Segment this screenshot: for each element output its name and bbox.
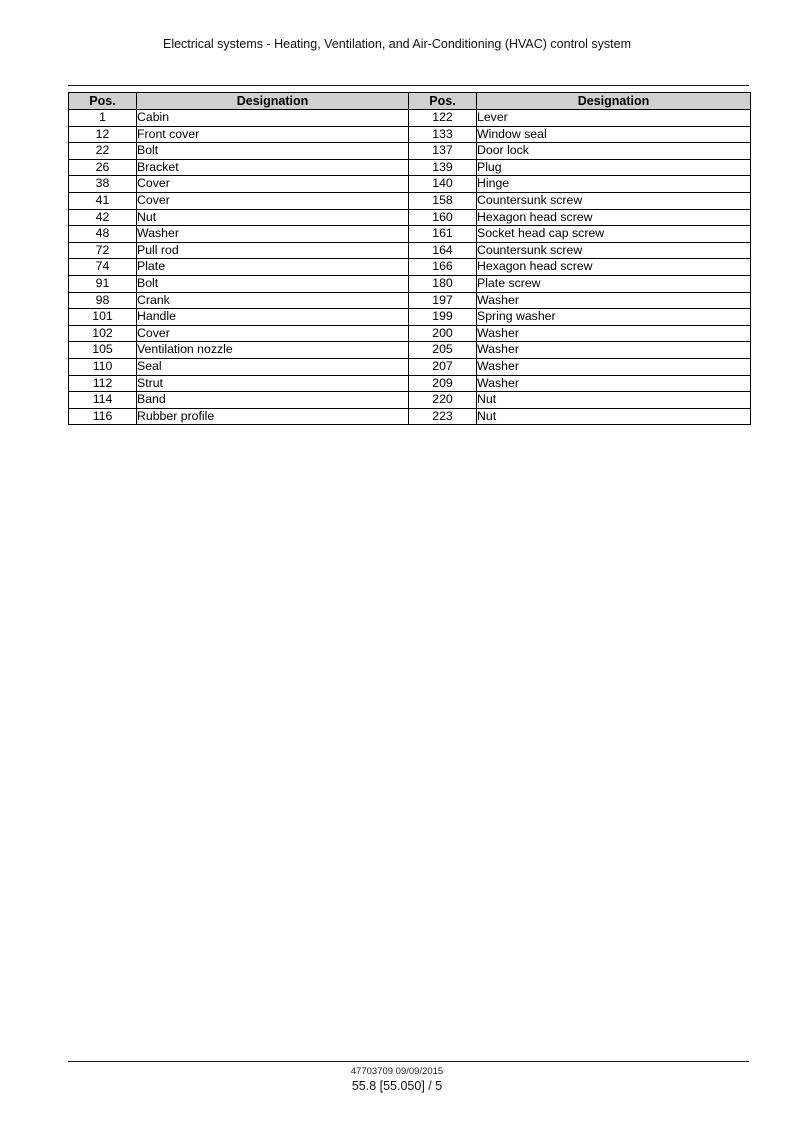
designation-cell: Handle bbox=[137, 309, 409, 326]
pos-cell: 166 bbox=[409, 259, 477, 276]
page-header-title: Electrical systems - Heating, Ventilation, and Air-Conditioning (HVAC) control system bbox=[162, 37, 631, 51]
parts-table-header bbox=[69, 93, 751, 110]
pos-cell: 207 bbox=[409, 358, 477, 375]
table-row bbox=[69, 292, 751, 309]
table-row bbox=[69, 192, 751, 209]
table-row bbox=[69, 226, 751, 243]
designation-cell: Window seal bbox=[477, 126, 751, 143]
pos-cell: 139 bbox=[409, 159, 477, 176]
table-row bbox=[69, 259, 751, 276]
designation-cell: Seal bbox=[137, 358, 409, 375]
pos-cell: 180 bbox=[409, 275, 477, 292]
designation-cell: Washer bbox=[477, 292, 751, 309]
table-row bbox=[69, 110, 751, 127]
table-row bbox=[69, 309, 751, 326]
pos-cell: 72 bbox=[69, 242, 137, 259]
designation-cell: Plate bbox=[137, 259, 409, 276]
designation-cell: Cover bbox=[137, 176, 409, 193]
pos-cell: 26 bbox=[69, 159, 137, 176]
designation-cell: Hinge bbox=[477, 176, 751, 193]
pos-cell: 197 bbox=[409, 292, 477, 309]
pos-cell: 112 bbox=[69, 375, 137, 392]
parts-table-body bbox=[69, 110, 751, 425]
column-header-designation: Designation bbox=[137, 93, 409, 110]
designation-cell: Cabin bbox=[137, 110, 409, 127]
designation-cell: Washer bbox=[477, 375, 751, 392]
table-row bbox=[69, 159, 751, 176]
header-divider bbox=[68, 85, 749, 86]
designation-cell: Hexagon head screw bbox=[477, 259, 751, 276]
pos-cell: 199 bbox=[409, 309, 477, 326]
designation-cell: Strut bbox=[137, 375, 409, 392]
designation-cell: Cover bbox=[137, 192, 409, 209]
designation-cell: Bolt bbox=[137, 275, 409, 292]
designation-cell: Countersunk screw bbox=[477, 192, 751, 209]
pos-cell: 205 bbox=[409, 342, 477, 359]
pos-cell: 98 bbox=[69, 292, 137, 309]
designation-cell: Nut bbox=[477, 392, 751, 409]
designation-cell: Countersunk screw bbox=[477, 242, 751, 259]
pos-cell: 102 bbox=[69, 325, 137, 342]
designation-cell: Washer bbox=[477, 358, 751, 375]
designation-cell: Socket head cap screw bbox=[477, 226, 751, 243]
pos-cell: 48 bbox=[69, 226, 137, 243]
column-header-pos: Pos. bbox=[69, 93, 137, 110]
pos-cell: 137 bbox=[409, 143, 477, 160]
designation-cell: Lever bbox=[477, 110, 751, 127]
table-row bbox=[69, 275, 751, 292]
table-row bbox=[69, 143, 751, 160]
designation-cell: Bracket bbox=[137, 159, 409, 176]
table-row bbox=[69, 408, 751, 425]
designation-cell: Nut bbox=[477, 408, 751, 425]
designation-cell: Spring washer bbox=[477, 309, 751, 326]
pos-cell: 161 bbox=[409, 226, 477, 243]
pos-cell: 160 bbox=[409, 209, 477, 226]
table-row bbox=[69, 126, 751, 143]
table-row bbox=[69, 375, 751, 392]
pos-cell: 22 bbox=[69, 143, 137, 160]
designation-cell: Bolt bbox=[137, 143, 409, 160]
table-row bbox=[69, 358, 751, 375]
pos-cell: 12 bbox=[69, 126, 137, 143]
designation-cell: Nut bbox=[137, 209, 409, 226]
pos-cell: 101 bbox=[69, 309, 137, 326]
designation-cell: Pull rod bbox=[137, 242, 409, 259]
parts-table bbox=[68, 92, 751, 425]
designation-cell: Washer bbox=[477, 325, 751, 342]
designation-cell: Washer bbox=[477, 342, 751, 359]
pos-cell: 110 bbox=[69, 358, 137, 375]
pos-cell: 140 bbox=[409, 176, 477, 193]
page-reference: 55.8 [55.050] / 5 bbox=[351, 1079, 443, 1093]
designation-cell: Rubber profile bbox=[137, 408, 409, 425]
header-row bbox=[69, 93, 751, 110]
designation-cell: Plug bbox=[477, 159, 751, 176]
footer-divider bbox=[68, 1061, 749, 1062]
designation-cell: Cover bbox=[137, 325, 409, 342]
pos-cell: 105 bbox=[69, 342, 137, 359]
pos-cell: 74 bbox=[69, 259, 137, 276]
pos-cell: 223 bbox=[409, 408, 477, 425]
designation-cell: Crank bbox=[137, 292, 409, 309]
designation-cell: Band bbox=[137, 392, 409, 409]
pos-cell: 133 bbox=[409, 126, 477, 143]
column-header-designation: Designation bbox=[477, 93, 751, 110]
designation-cell: Ventilation nozzle bbox=[137, 342, 409, 359]
pos-cell: 1 bbox=[69, 110, 137, 127]
pos-cell: 38 bbox=[69, 176, 137, 193]
pos-cell: 209 bbox=[409, 375, 477, 392]
pos-cell: 116 bbox=[69, 408, 137, 425]
pos-cell: 164 bbox=[409, 242, 477, 259]
table-row bbox=[69, 392, 751, 409]
pos-cell: 122 bbox=[409, 110, 477, 127]
pos-cell: 41 bbox=[69, 192, 137, 209]
pos-cell: 158 bbox=[409, 192, 477, 209]
document-code: 47703709 09/09/2015 bbox=[350, 1066, 444, 1077]
table-row bbox=[69, 176, 751, 193]
table-row bbox=[69, 242, 751, 259]
pos-cell: 114 bbox=[69, 392, 137, 409]
designation-cell: Plate screw bbox=[477, 275, 751, 292]
designation-cell: Hexagon head screw bbox=[477, 209, 751, 226]
designation-cell: Washer bbox=[137, 226, 409, 243]
designation-cell: Front cover bbox=[137, 126, 409, 143]
column-header-pos: Pos. bbox=[409, 93, 477, 110]
pos-cell: 220 bbox=[409, 392, 477, 409]
table-row bbox=[69, 342, 751, 359]
pos-cell: 91 bbox=[69, 275, 137, 292]
pos-cell: 42 bbox=[69, 209, 137, 226]
pos-cell: 200 bbox=[409, 325, 477, 342]
designation-cell: Door lock bbox=[477, 143, 751, 160]
table-row bbox=[69, 325, 751, 342]
table-row bbox=[69, 209, 751, 226]
